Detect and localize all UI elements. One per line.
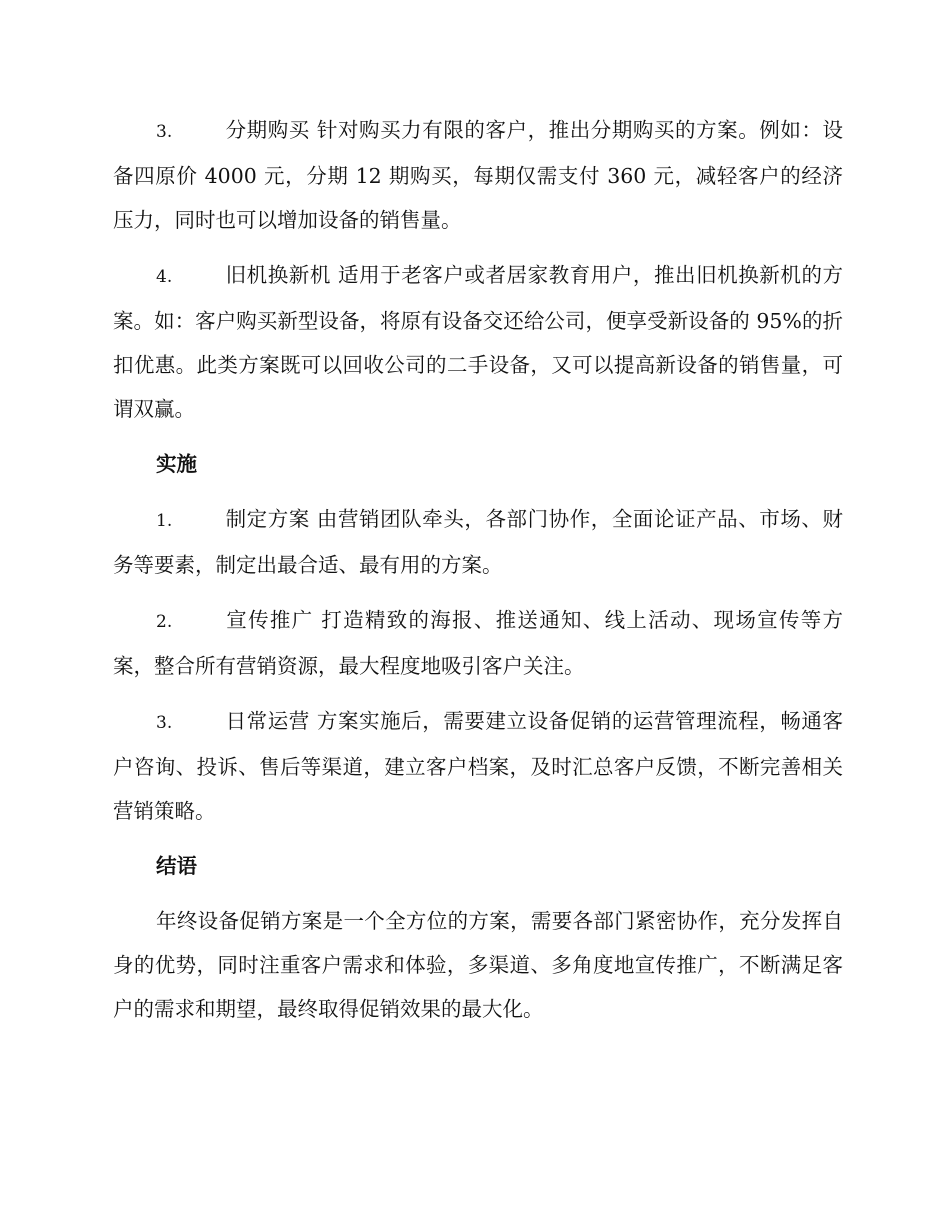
item-number: 3. (156, 122, 173, 142)
item-number: 4. (156, 267, 173, 287)
item-title: 旧机换新机 (225, 263, 331, 287)
item-title: 日常运营 (225, 709, 310, 733)
implementation-item-operations (113, 699, 843, 833)
offer-item-trade-in (113, 253, 843, 431)
item-text: 方案实施后，需要建立设备促销的运营管理流程，畅通客户咨询、投诉、售后等渠道，建立客户档案，及时汇总客户反馈，不断完善相关营销策略。 (113, 709, 843, 823)
item-number: 2. (156, 612, 173, 632)
implementation-item-plan (113, 497, 843, 587)
conclusion-paragraph: 年终设备促销方案是一个全方位的方案，需要各部门紧密协作，充分发挥自身的优势，同时注重客户需求和体验，多渠道、多角度地宣传推广，不断满足客户的需求和期望，最终取得促销效果的最大化。 (113, 909, 843, 1021)
item-text: 打造精致的海报、推送通知、线上活动、现场宣传等方案，整合所有营销资源，最大程度地吸引客户关注。 (113, 608, 843, 678)
item-number: 1. (156, 511, 173, 531)
item-number: 3. (156, 713, 173, 733)
section-heading-implementation: 实施 (156, 452, 197, 476)
item-text: 适用于老客户或者居家教育用户，推出旧机换新机的方案。如：客户购买新型设备，将原有设备交还给公司，便享受新设备的 95%的折扣优惠。此类方案既可以回收公司的二手设备，又可以提高新设备的销售量，可谓双赢。 (113, 263, 844, 421)
item-text: 由营销团队牵头，各部门协作，全面论证产品、市场、财务等要素，制定出最合适、最有用的方案。 (113, 507, 843, 577)
item-title: 分期购买 (225, 118, 310, 142)
item-text: 针对购买力有限的客户，推出分期购买的方案。例如：设备四原价 4000 元，分期 12 期购买，每期仅需支付 360 元，减轻客户的经济压力，同时也可以增加设备的销售量。 (113, 118, 843, 232)
offer-item-installment (113, 108, 843, 242)
document-page (113, 108, 843, 1031)
implementation-item-promotion (113, 598, 843, 688)
item-title: 宣传推广 (225, 608, 314, 632)
section-heading-conclusion: 结语 (156, 854, 197, 878)
item-title: 制定方案 (225, 507, 310, 531)
